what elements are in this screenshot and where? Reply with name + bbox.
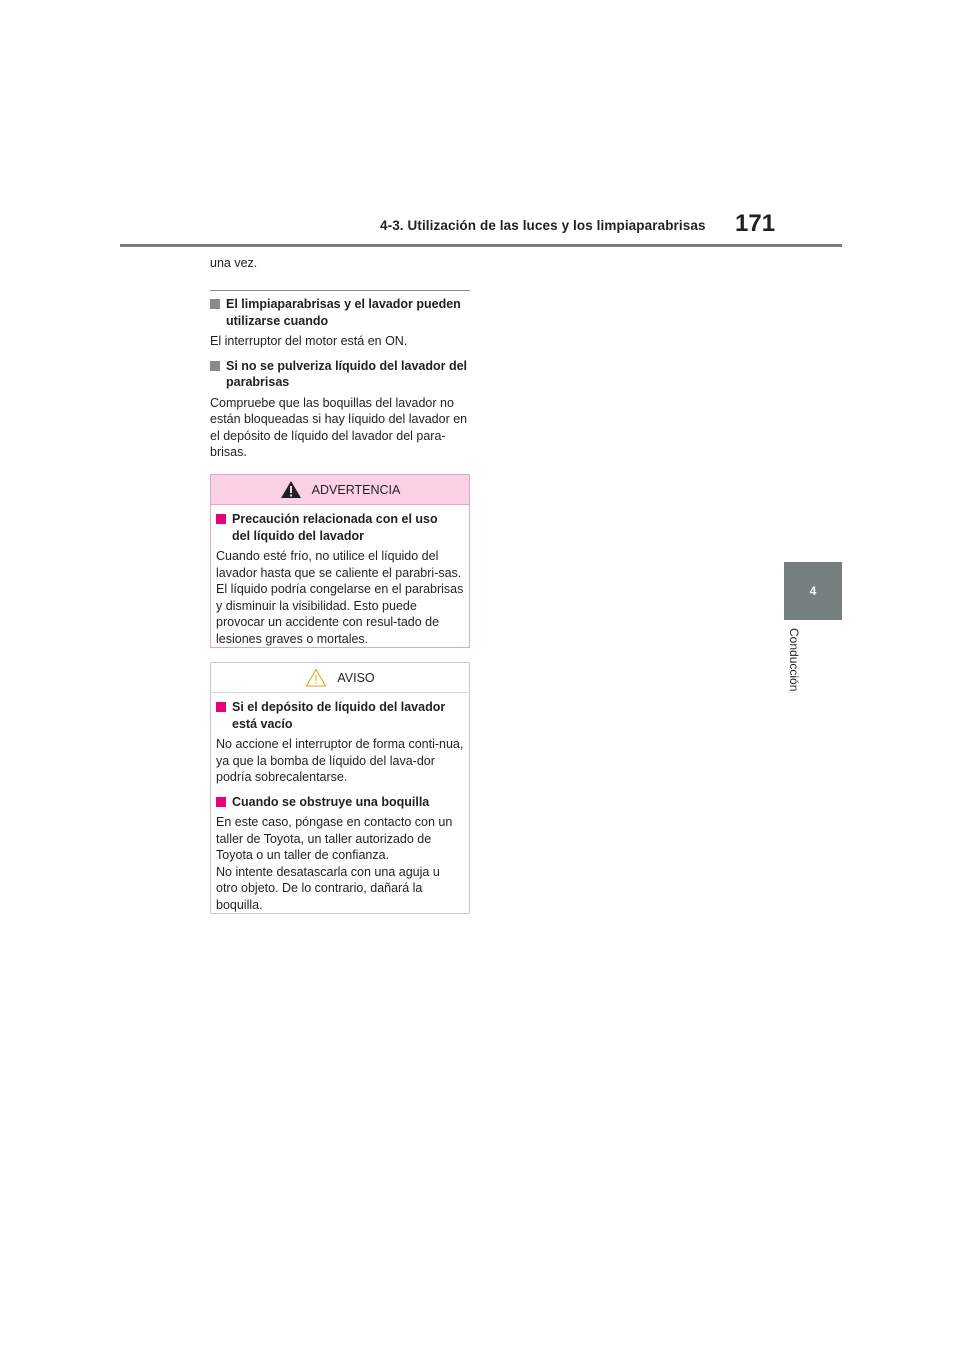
warning-box bbox=[210, 474, 470, 648]
square-bullet-icon bbox=[216, 514, 226, 524]
square-bullet-icon bbox=[210, 299, 220, 309]
page-number: 171 bbox=[735, 210, 776, 237]
notice-box-header bbox=[211, 663, 469, 693]
warning-heading-text: Precaución relacionada con el uso del líquido del lavador bbox=[232, 512, 438, 543]
notice-body-continued: No intente desatascarla con una aguja u otro objeto. De lo contrario, dañará la boquilla. bbox=[216, 864, 440, 912]
chapter-tab[interactable] bbox=[784, 562, 842, 620]
info-heading-text: Si no se pulveriza líquido del lavador del parabrisas bbox=[226, 358, 468, 389]
chapter-label-container bbox=[784, 628, 842, 708]
header-divider bbox=[120, 244, 842, 247]
notice-box bbox=[210, 662, 470, 914]
chapter-label: Conducción bbox=[787, 628, 801, 692]
square-bullet-icon bbox=[210, 361, 220, 371]
continuation-text: una vez. bbox=[210, 256, 258, 270]
notice-box-body bbox=[211, 693, 469, 925]
notice-body: En este caso, póngase en contacto con un taller de Toyota, un taller autorizado de Toyota o un taller de confianza. bbox=[216, 815, 453, 862]
info-heading bbox=[210, 358, 470, 391]
warning-box-header bbox=[211, 475, 469, 505]
caution-triangle-outline-icon bbox=[305, 668, 327, 687]
section-title: 4-3. Utilización de las luces y los limpiaparabrisas bbox=[380, 218, 706, 233]
chapter-number: 4 bbox=[809, 584, 817, 598]
info-body: El interruptor del motor está en ON. bbox=[210, 334, 408, 348]
info-sections bbox=[210, 296, 470, 469]
warning-heading bbox=[216, 511, 464, 544]
notice-heading-text: Cuando se obstruye una boquilla bbox=[232, 794, 430, 809]
notice-body: No accione el interruptor de forma conti-nua, ya que la bomba de líquido del lava-dor podría sobrecalentarse. bbox=[216, 737, 464, 784]
info-section bbox=[210, 296, 470, 350]
warning-body: Cuando esté frío, no utilice el líquido del lavador hasta que se caliente el parabri-sas. El líquido podría congelarse en el parabrisas y disminuir la visibilidad. Esto puede provocar un accidente con resul-tado de lesiones graves o mortales. bbox=[216, 549, 464, 646]
warning-box-title: ADVERTENCIA bbox=[311, 482, 401, 497]
square-bullet-icon bbox=[216, 797, 226, 807]
notice-heading bbox=[216, 794, 464, 811]
notice-heading bbox=[216, 699, 464, 732]
info-section bbox=[210, 358, 470, 461]
notice-heading-text: Si el depósito de líquido del lavador está vacío bbox=[232, 700, 446, 731]
info-body: Compruebe que las boquillas del lavador no están bloqueadas si hay líquido del lavador en el depósito de líquido del lavador del para-brisas. bbox=[210, 395, 468, 459]
section-divider bbox=[210, 290, 470, 291]
info-heading-text: El limpiaparabrisas y el lavador pueden utilizarse cuando bbox=[226, 297, 461, 328]
square-bullet-icon bbox=[216, 702, 226, 712]
warning-box-body bbox=[211, 505, 469, 651]
notice-item bbox=[216, 699, 464, 786]
warning-triangle-icon bbox=[280, 480, 302, 499]
info-heading bbox=[210, 296, 470, 329]
notice-box-title: AVISO bbox=[337, 670, 375, 685]
notice-item bbox=[216, 794, 464, 914]
